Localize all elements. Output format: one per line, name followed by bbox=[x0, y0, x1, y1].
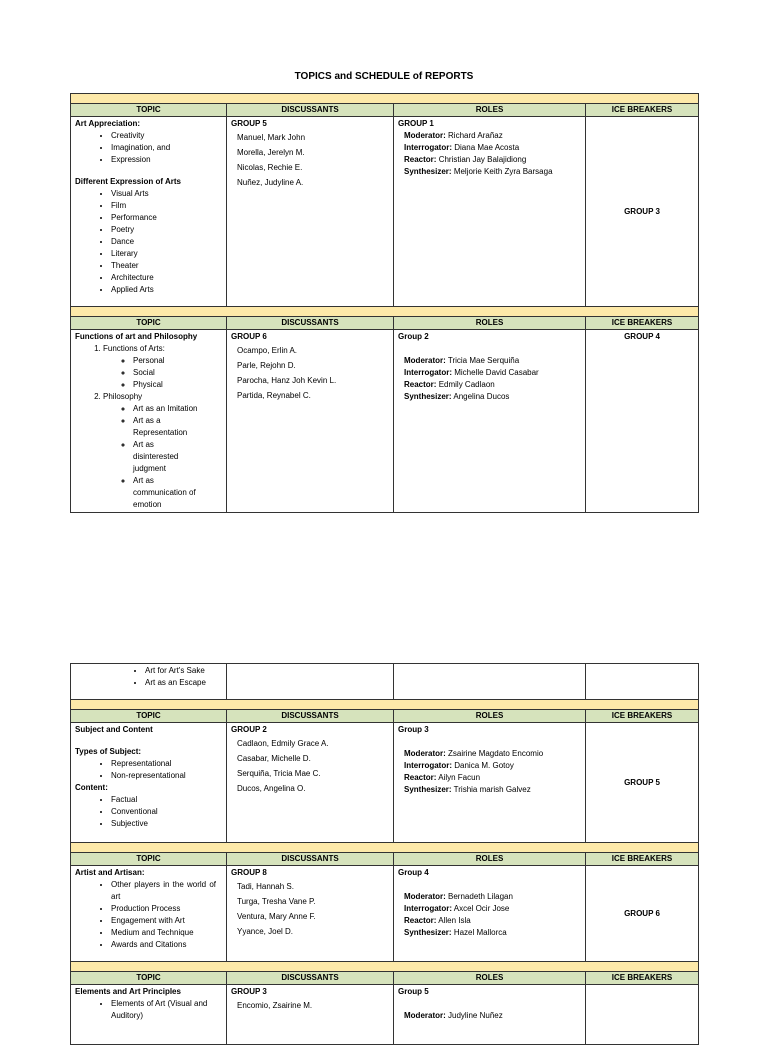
list-item: • Visual Arts bbox=[111, 188, 222, 200]
list-item: • Representational bbox=[111, 758, 222, 770]
role-value: Richard Arañaz bbox=[448, 131, 503, 140]
header-row bbox=[71, 710, 699, 723]
list-item: 2. Philosophy ◦ Art as an Imitation ◦ Art as a Representation ◦ Art as disinterested judgment ◦ Art as communication of emotion bbox=[103, 391, 222, 511]
list-item: • Imagination, and bbox=[111, 142, 222, 154]
roles-cell bbox=[394, 723, 586, 843]
role-value: Zsairine Magdato Encomio bbox=[448, 749, 544, 758]
topic-list bbox=[75, 879, 222, 951]
roles-cell bbox=[394, 117, 586, 307]
discussants-header: DISCUSSANTS bbox=[227, 710, 394, 723]
roles-header: ROLES bbox=[394, 853, 586, 866]
discussant-name: Ventura, Mary Anne F. bbox=[237, 912, 316, 921]
list-item: 1. Functions of Arts: ◦ Personal ◦ Social ◦ Physical bbox=[103, 343, 222, 391]
ice-breakers-header: ICE BREAKERS bbox=[586, 317, 699, 330]
role-label: Moderator: bbox=[404, 892, 446, 901]
topic-list bbox=[75, 130, 222, 166]
table-row bbox=[71, 723, 699, 843]
role-label: Interrogator: bbox=[404, 761, 452, 770]
role-label: Synthesizer: bbox=[404, 392, 452, 401]
role-value: Hazel Mallorca bbox=[453, 928, 507, 937]
list-item: • Elements of Art (Visual and Auditory) bbox=[111, 998, 222, 1022]
list-item: ◦ Art as communication of emotion bbox=[133, 475, 203, 511]
group-label: Group 2 bbox=[398, 332, 429, 341]
list-item: • Factual bbox=[111, 794, 222, 806]
topic-list bbox=[75, 758, 222, 782]
role-value: Bernadeth Lilagan bbox=[448, 892, 513, 901]
topic-list bbox=[75, 188, 222, 296]
role-label: Interrogator: bbox=[404, 904, 452, 913]
group-label: GROUP 2 bbox=[231, 725, 267, 734]
ice-breakers-header: ICE BREAKERS bbox=[586, 853, 699, 866]
list-item: ◦ Art as an Imitation bbox=[133, 403, 222, 415]
list-item: • Dance bbox=[111, 236, 222, 248]
discussant-name: Parle, Rejohn D. bbox=[237, 361, 296, 370]
list-item: • Art for Art's Sake bbox=[145, 665, 222, 677]
discussant-name: Tadi, Hannah S. bbox=[237, 882, 294, 891]
group-label: GROUP 1 bbox=[398, 119, 434, 128]
discussant-name: Nicolas, Rechie E. bbox=[237, 163, 303, 172]
table-row bbox=[71, 664, 699, 700]
role-value: Danica M. Gotoy bbox=[454, 761, 514, 770]
ice-breakers-cell: GROUP 3 bbox=[586, 117, 699, 307]
topic-title: Types of Subject: bbox=[75, 747, 142, 756]
topic-cell bbox=[71, 723, 227, 843]
list-item: ◦ Art as disinterested judgment bbox=[133, 439, 193, 475]
topic-cell bbox=[71, 117, 227, 307]
ice-breakers-cell: GROUP 4 bbox=[586, 330, 699, 513]
topic-list bbox=[75, 998, 222, 1022]
role-value: Angelina Ducos bbox=[453, 392, 510, 401]
list-item: • Engagement with Art bbox=[111, 915, 222, 927]
topic-title: Art Appreciation: bbox=[75, 119, 141, 128]
discussants-header: DISCUSSANTS bbox=[227, 317, 394, 330]
discussant-name: Manuel, Mark John bbox=[237, 133, 306, 142]
list-item: • Other players in the world of art bbox=[111, 879, 222, 903]
list-item: • Medium and Technique bbox=[111, 927, 222, 939]
roles-cell bbox=[394, 985, 586, 1045]
roles-header: ROLES bbox=[394, 710, 586, 723]
topic-header: TOPIC bbox=[71, 972, 227, 985]
role-value: Edmily Cadlaon bbox=[438, 380, 495, 389]
ice-breakers-cell bbox=[586, 985, 699, 1045]
role-value: Meljorie Keith Zyra Barsaga bbox=[453, 167, 553, 176]
topic-header: TOPIC bbox=[71, 710, 227, 723]
role-value: Ailyn Facun bbox=[438, 773, 481, 782]
role-label: Reactor: bbox=[404, 380, 437, 389]
schedule-table-1 bbox=[70, 93, 699, 513]
group-label: GROUP 3 bbox=[231, 987, 267, 996]
role-label: Moderator: bbox=[404, 131, 446, 140]
table-row bbox=[71, 985, 699, 1045]
ice-breakers-header: ICE BREAKERS bbox=[586, 104, 699, 117]
list-item: ◦ Social bbox=[133, 367, 222, 379]
discussant-name: Parocha, Hanz Joh Kevin L. bbox=[237, 376, 337, 385]
list-item: • Subjective bbox=[111, 818, 222, 830]
header-row bbox=[71, 972, 699, 985]
topic-list bbox=[75, 343, 222, 511]
discussants-header: DISCUSSANTS bbox=[227, 853, 394, 866]
header-row bbox=[71, 853, 699, 866]
topic-header: TOPIC bbox=[71, 104, 227, 117]
discussant-name: Cadlaon, Edmily Grace A. bbox=[237, 739, 329, 748]
list-item: ◦ Personal bbox=[133, 355, 222, 367]
discussant-name: Partida, Reynabel C. bbox=[237, 391, 311, 400]
list-item: • Film bbox=[111, 200, 222, 212]
list-item: • Art as an Escape bbox=[145, 677, 222, 689]
list-item: • Poetry bbox=[111, 224, 222, 236]
header-row bbox=[71, 317, 699, 330]
discussant-name: Yyance, Joel D. bbox=[237, 927, 294, 936]
topic-header: TOPIC bbox=[71, 853, 227, 866]
table-band bbox=[71, 962, 699, 972]
topic-header: TOPIC bbox=[71, 317, 227, 330]
roles-header: ROLES bbox=[394, 317, 586, 330]
table-band bbox=[71, 843, 699, 853]
list-item: • Conventional bbox=[111, 806, 222, 818]
list-item: • Performance bbox=[111, 212, 222, 224]
schedule-table-2 bbox=[70, 663, 699, 1045]
discussant-name: Serquiña, Tricia Mae C. bbox=[237, 769, 321, 778]
role-value: Allen Isla bbox=[438, 916, 471, 925]
role-label: Moderator: bbox=[404, 1011, 446, 1020]
table-band bbox=[71, 700, 699, 710]
table-row bbox=[71, 866, 699, 962]
group-label: GROUP 5 bbox=[231, 119, 267, 128]
role-label: Interrogator: bbox=[404, 368, 452, 377]
table-band bbox=[71, 94, 699, 104]
discussants-cell bbox=[227, 330, 394, 513]
role-label: Reactor: bbox=[404, 773, 437, 782]
list-item: • Literary bbox=[111, 248, 222, 260]
list-item: • Architecture bbox=[111, 272, 222, 284]
group-label: Group 4 bbox=[398, 868, 429, 877]
role-label: Reactor: bbox=[404, 916, 437, 925]
discussant-name: Nuñez, Judyline A. bbox=[237, 178, 304, 187]
discussants-cell bbox=[227, 117, 394, 307]
list-item: ◦ Physical bbox=[133, 379, 222, 391]
roles-header: ROLES bbox=[394, 972, 586, 985]
role-label: Interrogator: bbox=[404, 143, 452, 152]
role-label: Synthesizer: bbox=[404, 167, 452, 176]
list-item: • Non-representational bbox=[111, 770, 222, 782]
ice-breakers-cell: GROUP 6 bbox=[586, 866, 699, 962]
list-item: • Applied Arts bbox=[111, 284, 222, 296]
role-label: Moderator: bbox=[404, 356, 446, 365]
discussants-cell bbox=[227, 985, 394, 1045]
discussants-header: DISCUSSANTS bbox=[227, 972, 394, 985]
topic-cell bbox=[71, 985, 227, 1045]
role-label: Reactor: bbox=[404, 155, 437, 164]
discussants-cell bbox=[227, 866, 394, 962]
list-item: ◦ Art as a Representation bbox=[133, 415, 193, 439]
topic-cell bbox=[71, 664, 227, 700]
topic-title: Functions of art and Philosophy bbox=[75, 332, 198, 341]
role-label: Moderator: bbox=[404, 749, 446, 758]
role-value: Christian Jay Balajidiong bbox=[438, 155, 527, 164]
ice-breakers-header: ICE BREAKERS bbox=[586, 972, 699, 985]
discussant-name: Turga, Tresha Vane P. bbox=[237, 897, 316, 906]
discussant-name: Casabar, Michelle D. bbox=[237, 754, 311, 763]
topic-list bbox=[75, 794, 222, 830]
discussants-cell bbox=[227, 723, 394, 843]
table-row bbox=[71, 117, 699, 307]
group-label: GROUP 8 bbox=[231, 868, 267, 877]
topic-title: Artist and Artisan: bbox=[75, 868, 145, 877]
group-label: Group 5 bbox=[398, 987, 429, 996]
table-band bbox=[71, 307, 699, 317]
role-value: Diana Mae Acosta bbox=[454, 143, 520, 152]
role-value: Judyline Nuñez bbox=[448, 1011, 503, 1020]
topic-list bbox=[75, 665, 222, 689]
discussant-name: Morella, Jerelyn M. bbox=[237, 148, 305, 157]
role-label: Synthesizer: bbox=[404, 928, 452, 937]
topic-title: Subject and Content bbox=[75, 725, 153, 734]
ice-breakers-cell: GROUP 5 bbox=[586, 723, 699, 843]
discussant-name: Ocampo, Erlin A. bbox=[237, 346, 298, 355]
header-row bbox=[71, 104, 699, 117]
role-value: Michelle David Casabar bbox=[454, 368, 539, 377]
topic-cell bbox=[71, 330, 227, 513]
roles-cell bbox=[394, 866, 586, 962]
topic-title: Different Expression of Arts bbox=[75, 177, 181, 186]
page-title: TOPICS and SCHEDULE of REPORTS bbox=[294, 71, 474, 82]
topic-title: Content: bbox=[75, 783, 108, 792]
roles-header: ROLES bbox=[394, 104, 586, 117]
discussant-name: Encomio, Zsairine M. bbox=[237, 1001, 313, 1010]
list-item: • Creativity bbox=[111, 130, 222, 142]
role-value: Trishia marish Galvez bbox=[453, 785, 531, 794]
list-item: • Awards and Citations bbox=[111, 939, 222, 951]
ice-breakers-header: ICE BREAKERS bbox=[586, 710, 699, 723]
group-label: Group 3 bbox=[398, 725, 429, 734]
list-item: • Theater bbox=[111, 260, 222, 272]
topic-cell bbox=[71, 866, 227, 962]
role-value: Tricia Mae Serquiña bbox=[447, 356, 520, 365]
role-label: Synthesizer: bbox=[404, 785, 452, 794]
roles-cell bbox=[394, 330, 586, 513]
table-row bbox=[71, 330, 699, 513]
list-item: • Production Process bbox=[111, 903, 222, 915]
list-item: • Expression bbox=[111, 154, 222, 166]
group-label: GROUP 6 bbox=[231, 332, 267, 341]
discussant-name: Ducos, Angelina O. bbox=[237, 784, 306, 793]
role-value: Axcel Ocir Jose bbox=[453, 904, 510, 913]
topic-title: Elements and Art Principles bbox=[75, 987, 181, 996]
discussants-header: DISCUSSANTS bbox=[227, 104, 394, 117]
